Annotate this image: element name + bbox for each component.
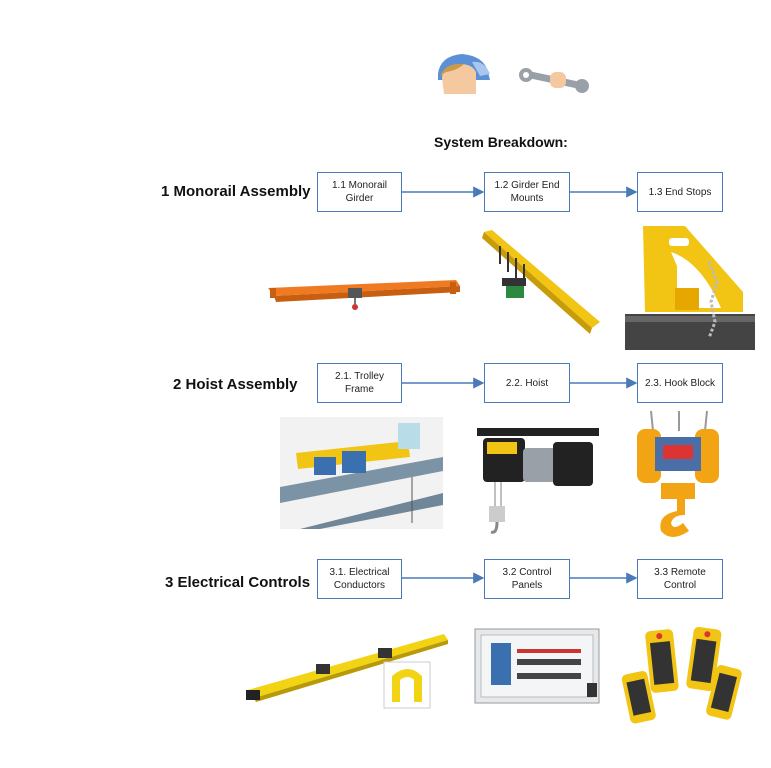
- trolley-frame-image: [280, 417, 443, 529]
- box-trolley-frame: 2.1. Trolley Frame: [317, 363, 402, 403]
- section-label-monorail: 1 Monorail Assembly: [161, 183, 311, 200]
- hoist-image: [475, 428, 601, 540]
- box-monorail-girder: 1.1 Monorail Girder: [317, 172, 402, 212]
- monorail-girder-image: [266, 266, 462, 316]
- hook-block-image: [631, 411, 725, 543]
- box-electrical-conductors: 3.1. Electrical Conductors: [317, 559, 402, 599]
- box-end-stops: 1.3 End Stops: [637, 172, 723, 212]
- electrical-conductors-image: [244, 628, 450, 710]
- box-girder-end-mounts: 1.2 Girder End Mounts: [484, 172, 570, 212]
- control-panels-image: [475, 629, 599, 709]
- section-label-electrical: 3 Electrical Controls: [165, 574, 311, 591]
- box-control-panels: 3.2 Control Panels: [484, 559, 570, 599]
- box-remote-control: 3.3 Remote Control: [637, 559, 723, 599]
- box-hoist: 2.2. Hoist: [484, 363, 570, 403]
- remote-control-image: [618, 624, 746, 724]
- box-hook-block: 2.3. Hook Block: [637, 363, 723, 403]
- end-stops-image: [625, 222, 755, 352]
- section-label-hoist: 2 Hoist Assembly: [173, 376, 298, 393]
- diagram-title: System Breakdown:: [434, 134, 568, 150]
- girder-end-mounts-image: [476, 228, 604, 340]
